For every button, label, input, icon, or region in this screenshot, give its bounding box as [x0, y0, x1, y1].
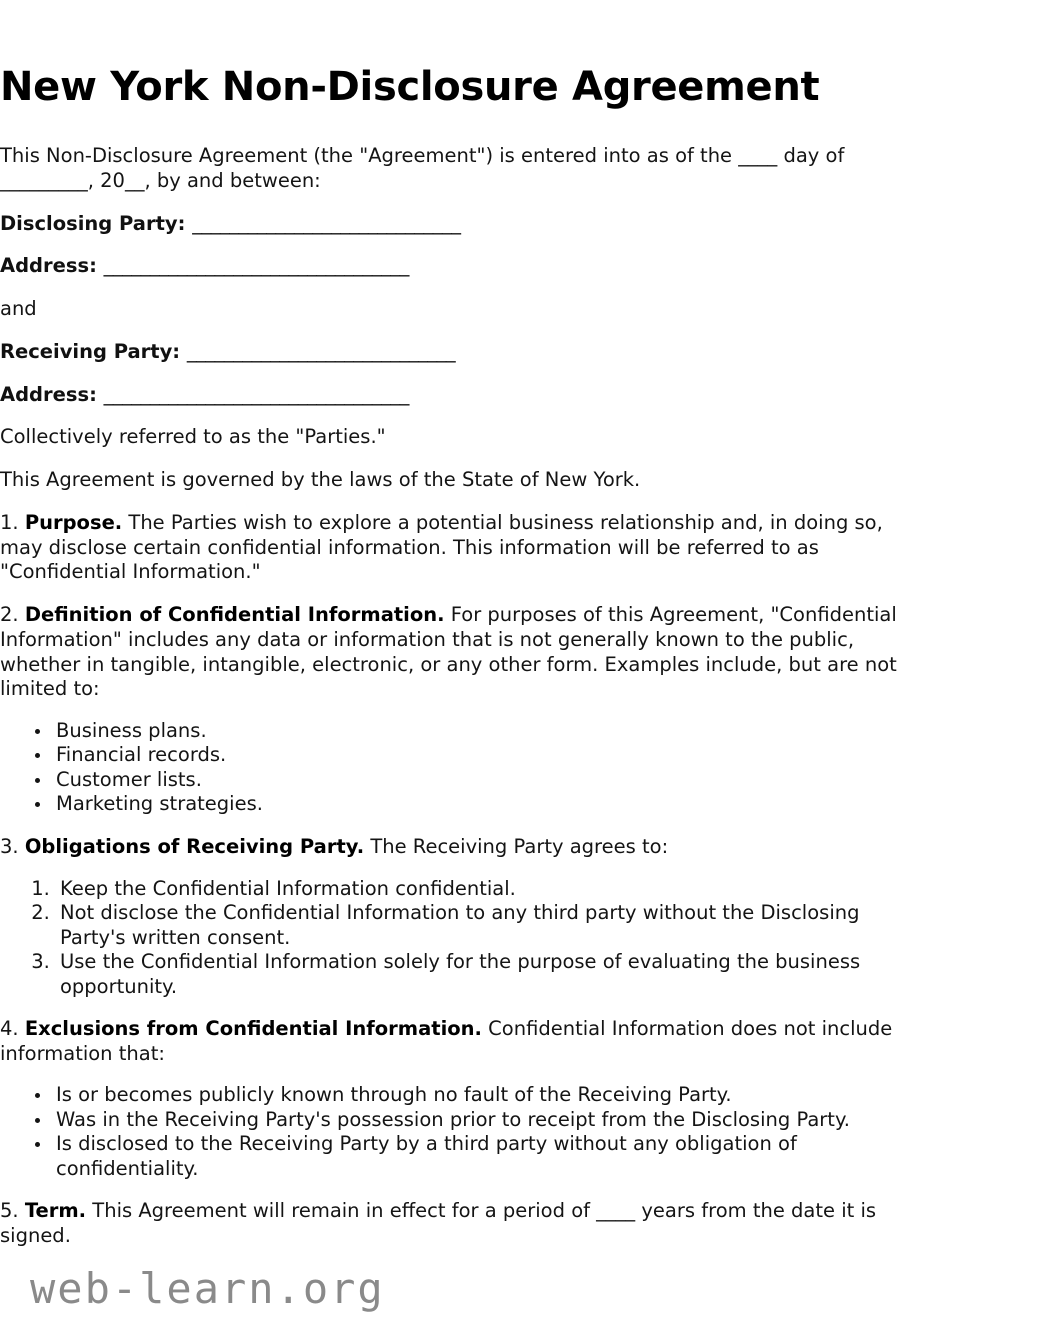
field-label: Address:	[0, 254, 97, 278]
section-body: Confidential Information does not include information that:	[0, 1016, 893, 1065]
section-heading: Purpose.	[24, 510, 123, 534]
section-body: The Receiving Party agrees to:	[370, 834, 669, 858]
section-2-bullet-list	[0, 719, 926, 817]
section-5	[0, 1199, 926, 1249]
section-heading: Obligations of Receiving Party.	[24, 834, 365, 858]
section-body: This Agreement will remain in effect for a period of ____ years from the date it is signed.	[0, 1199, 877, 1248]
field-label: Address:	[0, 382, 97, 406]
field-receiving-address	[0, 383, 926, 408]
field-label: Receiving Party:	[0, 339, 181, 363]
field-label: Disclosing Party:	[0, 211, 186, 235]
list-item: 3. Use the Confidential Information solely for the purpose of evaluating the business opportunity.	[56, 950, 926, 999]
section-4	[0, 1017, 926, 1067]
document-body	[0, 144, 926, 1267]
field-blank[interactable]: _________________________________	[103, 254, 409, 278]
watermark: web-learn.org	[30, 1264, 385, 1313]
section-number: 5.	[0, 1199, 19, 1223]
intro-text: This Non-Disclosure Agreement (the "Agreement") is entered into as of the ____ day of _________, 20__, by and between:	[0, 144, 845, 192]
list-item: • Is disclosed to the Receiving Party by a third party without any obligation of confidentiality.	[52, 1132, 926, 1181]
page-title: New York Non-Disclosure Agreement	[0, 64, 820, 110]
parties-note: Collectively referred to as the "Parties."	[0, 425, 386, 449]
list-item: • Is or becomes publicly known through no fault of the Receiving Party.	[52, 1083, 926, 1107]
section-heading: Term.	[24, 1199, 87, 1223]
field-blank[interactable]: _____________________________	[192, 211, 461, 235]
field-blank[interactable]: _________________________________	[103, 382, 409, 406]
section-body: The Parties wish to explore a potential business relationship and, in doing so, may disclose certain confidential information. This information will be referred to as "Confidential Information."	[0, 510, 883, 584]
list-item: 1. Keep the Confidential Information confidential.	[56, 877, 926, 901]
section-4-bullet-list	[0, 1083, 926, 1181]
section-heading: Exclusions from Confidential Information.	[24, 1016, 482, 1040]
section-3-numbered-list	[0, 877, 926, 999]
and-connector: and	[0, 297, 37, 320]
field-disclosing-address	[0, 254, 926, 279]
section-number: 2.	[0, 603, 19, 626]
list-item: • Financial records.	[52, 743, 926, 767]
section-body: For purposes of this Agreement, "Confidential Information" includes any data or information that is not generally known to the public, whether in tangible, intangible, electronic, or any other form. Examples include, but are not limited to:	[0, 603, 897, 701]
list-item: • Customer lists.	[52, 768, 926, 792]
section-number: 1.	[0, 510, 19, 534]
section-number: 4.	[0, 1016, 19, 1040]
section-1	[0, 511, 926, 585]
section-number: 3.	[0, 834, 19, 858]
section-2	[0, 603, 926, 702]
field-blank[interactable]: _____________________________	[186, 339, 456, 363]
list-item: • Was in the Receiving Party's possession prior to receipt from the Disclosing Party.	[52, 1108, 926, 1132]
list-item: • Marketing strategies.	[52, 792, 926, 816]
list-item: • Business plans.	[52, 719, 926, 743]
field-receiving-party	[0, 340, 926, 365]
list-item: 2. Not disclose the Confidential Information to any third party without the Disclosing Party's written consent.	[56, 901, 926, 950]
intro-paragraph	[0, 144, 926, 194]
field-disclosing-party	[0, 212, 926, 237]
section-heading: Definition of Confidential Information.	[24, 603, 445, 626]
section-3	[0, 835, 926, 860]
governing-law: This Agreement is governed by the laws of the State of New York.	[0, 468, 641, 491]
